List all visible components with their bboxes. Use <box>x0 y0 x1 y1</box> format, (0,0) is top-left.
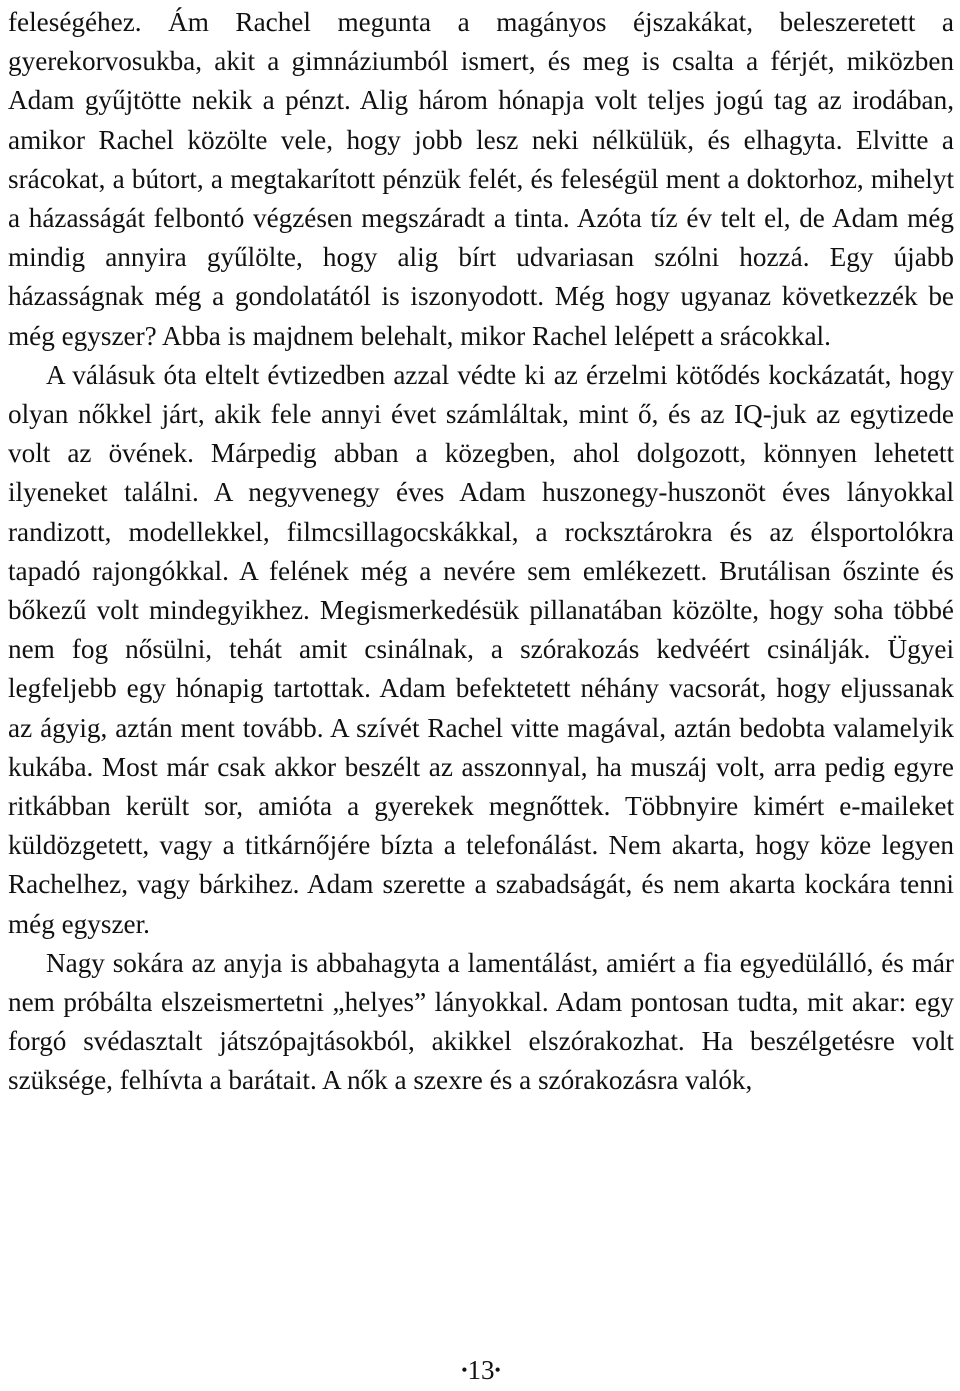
book-page <box>8 0 954 1391</box>
paragraph-3: Nagy sokára az anyja is abbahagyta a lamentálást, amiért a fia egyedülálló, és már nem próbálta elszeismertetni „helyes” lányokkal. Adam pontosan tudta, mit akar: egy forgó svédasztalt játszópajtásokból, akikkel elszórakozhat. Ha beszélgetésre volt szüksége, felhívta a barátait. A nők a szexre és a szórakozásra valók, <box>8 947 954 1096</box>
page-number-ornament-left: • <box>461 1360 468 1380</box>
body-text <box>8 3 954 1101</box>
paragraph-2: A válásuk óta eltelt évtizedben azzal védte ki az érzelmi kötődés kockázatát, hogy olyan nőkkel járt, akik fele annyi évet számláltak, mint ő, és az IQ-juk az egytizede volt az övének. Márpedig abban a közegben, ahol dolgozott, könnyen lehetett ilyeneket találni. A negyvenegy éves Adam huszonegy-huszonöt éves lányokkal randizott, modellekkel, filmcsillagocskákkal, a rocksztárokra és az élsportolókra tapadó rajongókkal. A felének még a nevére sem emlékezett. Brutálisan őszinte és bőkezű volt mindegyikhez. Megismerkedésük pillanatában közölte, hogy soha többé nem fog nősülni, tehát amit csinálnak, a szórakozás kedvéért csinálják. Ügyei legfeljebb egy hónapig tartottak. Adam befektetett néhány vacsorát, hogy eljussanak az ágyig, aztán ment tovább. A szívét Rachel vitte magával, aztán bedobta valamelyik kukába. Most már csak akkor beszélt az asszonnyal, ha muszáj volt, arra pedig egyre ritkábban került sor, amióta a gyerekek megnőttek. Többnyire kimért e-maileket küldözgetett, vagy a titkárnőjére bízta a telefonálást. Nem akarta, hogy köze legyen Rachelhez, vagy bárkihez. Adam szerette a szabadságát, és nem akarta kockára tenni még egyszer. <box>8 359 954 939</box>
paragraph-1: feleségéhez. Ám Rachel megunta a magányos éjszakákat, beleszeretett a gyerekorvosukba, akit a gimnáziumból ismert, és meg is csalta a férjét, miközben Adam gyűjtötte nekik a pénzt. Alig három hónapja volt teljes jogú tag az irodában, amikor Rachel közölte vele, hogy jobb lesz neki nélkülük, és elhagyta. Elvitte a srácokat, a bútort, a megtakarított pénzük felét, és feleségül ment a doktorhoz, mihelyt a házasságát felbontó végzésen megszáradt a tinta. Azóta tíz év telt el, de Adam még mindig annyira gyűlölte, hogy alig bírt udvariasan szólni hozzá. Egy újabb házasságnak még a gondolatától is iszonyodott. Még hogy ugyanaz következzék be még egyszer? Abba is majdnem belehalt, mikor Rachel lelépett a srácokkal. <box>8 7 954 351</box>
page-number: 13 <box>467 1355 495 1385</box>
page-number-ornament-right: • <box>494 1360 501 1380</box>
page-number-footer <box>8 1352 954 1388</box>
